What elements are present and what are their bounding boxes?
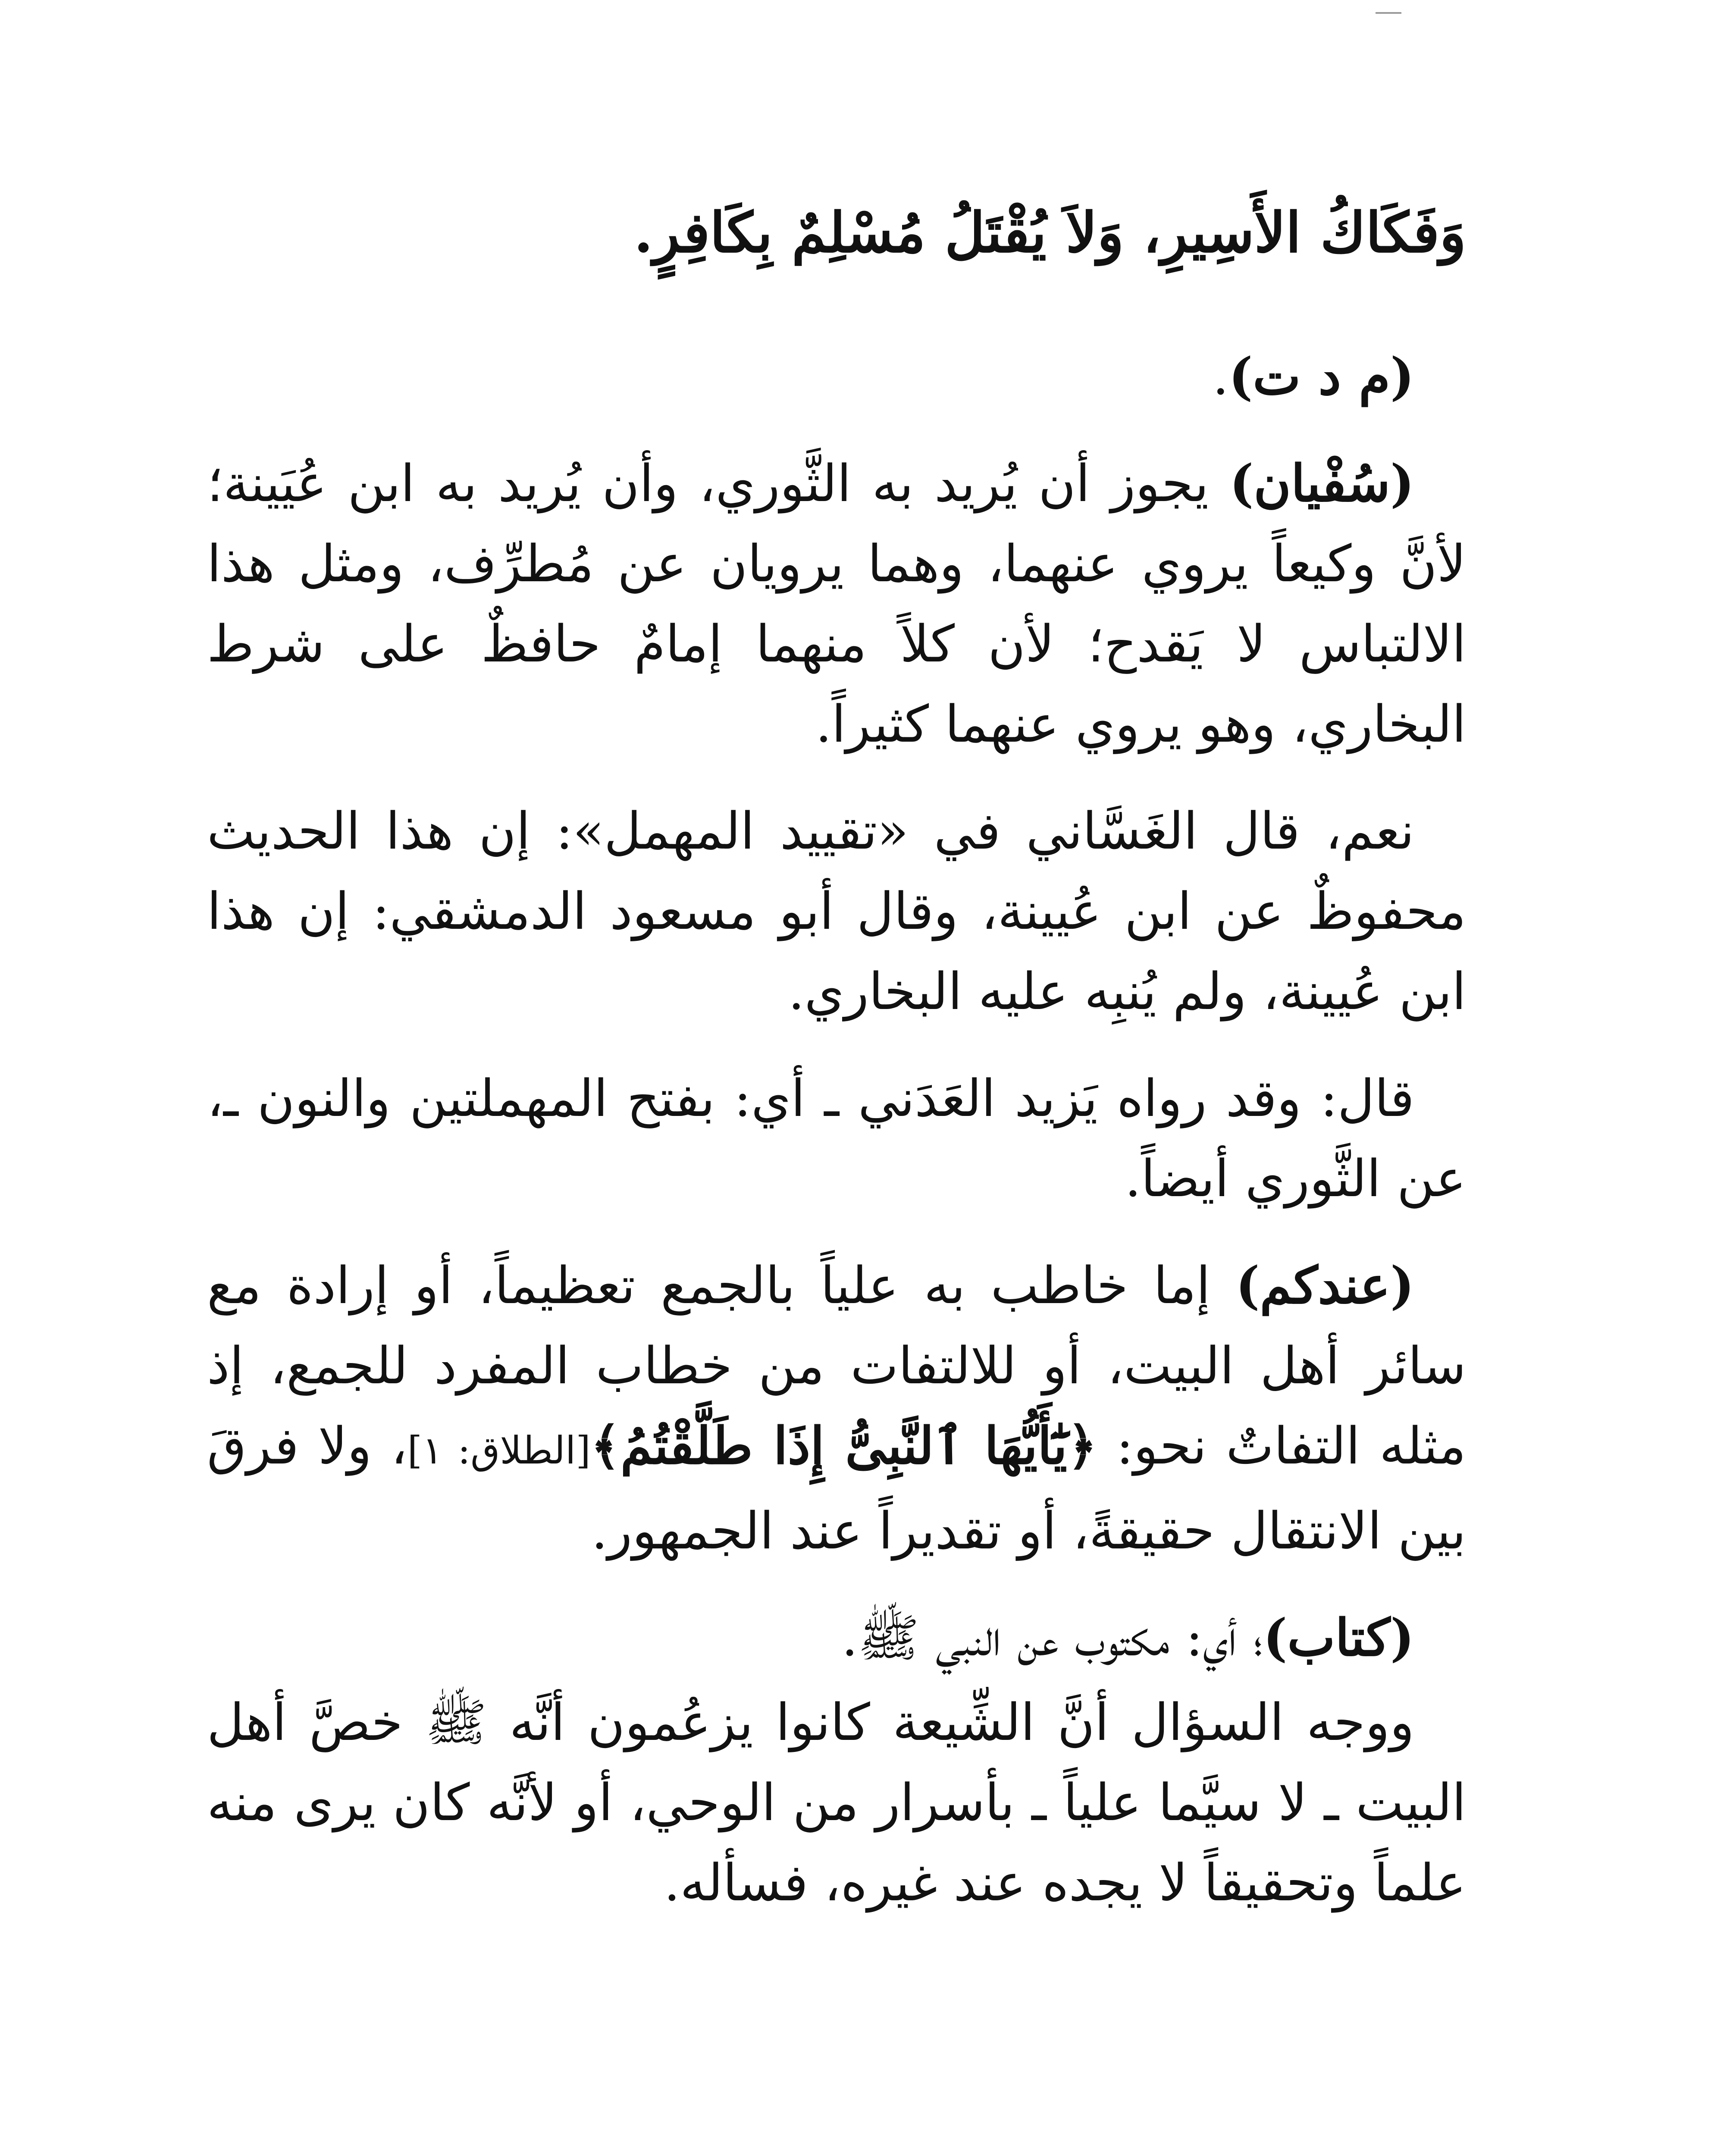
paragraph-adani	[207, 1058, 1466, 1219]
paragraph-sufyan	[207, 443, 1466, 764]
verse-reference: [الطلاق: ١]	[407, 1428, 591, 1473]
paragraph-text: إما خاطب به علياً بالجمع تعظيماً، أو إرادة مع سائر أهل البيت، أو للالتفات من خطاب المفرد للجمع، إذ مثله التفاتٌ نحو:	[207, 1256, 1467, 1476]
paragraph-text: قال: وقد رواه يَزيد العَدَني ـ أي: بفتح المهملتين والنون ـ، عن الثَّوري أيضاً.	[207, 1069, 1466, 1208]
term-label: (م د ت)	[1228, 346, 1414, 406]
paragraph-text: .	[1212, 347, 1229, 406]
term-label: (كتاب)	[1263, 1608, 1414, 1667]
scan-mark	[1376, 12, 1401, 14]
paragraph-kitab	[207, 1598, 1466, 1678]
paragraph-indakum	[207, 1245, 1466, 1571]
paragraph-text: نعم، قال الغَسَّاني في «تقييد المهمل»: إن هذا الحديث محفوظٌ عن ابن عُيينة، وقال أبو مسعود الدمشقي: إن هذا ابن عُيينة، ولم يُنبِه عليه البخاري.	[207, 801, 1466, 1021]
term-label: (عندكم)	[1235, 1255, 1414, 1315]
paragraph-text: ووجه السؤال أنَّ الشِّيعة كانوا يزعُمون أنَّه ﷺ خصَّ أهل البيت ـ لا سيَّما علياً ـ بأسرار من الوحي، أو لأنَّه كان يرى منه علماً وتحقيقاً لا يجده عند غيره، فسأله.	[207, 1692, 1466, 1912]
paragraph-question	[207, 1682, 1466, 1923]
quran-verse: ﴿يَٰٓأَيُّهَا ٱلنَّبِىُّ إِذَا طَلَّقْتُمُ﴾	[590, 1416, 1097, 1476]
book-page	[207, 155, 1466, 2156]
paragraph-text: ، ولا فرقَ بين الانتقال حقيقةً، أو تقديراً عند الجمهور.	[207, 1416, 1466, 1561]
paragraph-text: يجوز أن يُريد به الثَّوري، وأن يُريد به ابن عُيَينة؛ لأنَّ وكيعاً يروي عنهما، وهما يرويان عن مُطرِّف، ومثل هذا الالتباس لا يَقدح؛ لأن كلاً منهما إمامٌ حافظٌ على شرط البخاري، وهو يروي عنهما كثيراً.	[207, 454, 1466, 754]
term-label: (سُفْيان)	[1229, 453, 1414, 513]
paragraph-text: ؛ أي: مكتوب عن النبي ﷺ.	[841, 1608, 1263, 1667]
paragraph-ghassani	[207, 791, 1466, 1031]
paragraph-sources	[207, 336, 1466, 417]
hadith-text-line: وَفَكَاكُ الأَسِيرِ، وَلاَ يُقْتَلُ مُسْلِمٌ بِكَافِرٍ.	[633, 201, 1466, 265]
